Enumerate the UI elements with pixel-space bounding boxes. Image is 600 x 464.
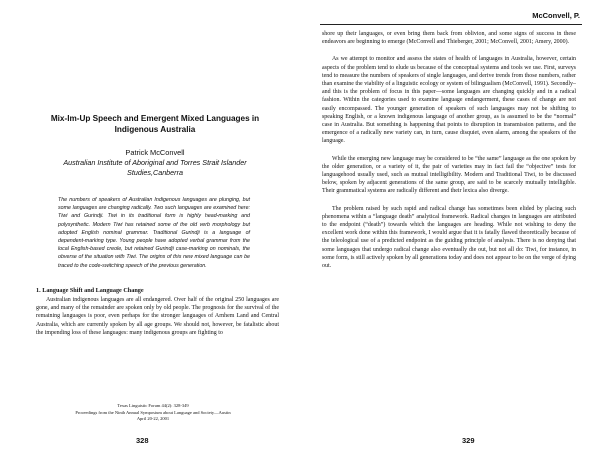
author-name: Patrick McConvell: [125, 148, 185, 157]
right-paragraph-2: As we attempt to monitor and assess the states of health of languages in Australia, however, certain aspects of the problem tend to elude us because of the conceptual systems and tools we use. First, surveys tend to measure the numbers of speakers of single languages, and derive trends from those numbers, rather than examine the viability of a linguistic ecology or system of bilingualism (McConvell, 1991). Secondly–and this is the problem of focus in this paper—some languages are changing quickly and in a radical fashion. Within the categories used to examine language endangerment, these cases of change are not easily encompassed. The younger generation of speakers of such languages may not be shifting to speaking English, or a known indigenous language of another group, as is assumed to be the “normal” case in Australia. But something is happening that points to disruption in transmission patterns, and the emergence of a radically new variety can, in turn, cause disquiet, even alarm, among the speakers of the language.: [322, 56, 576, 145]
right-body-text: [322, 30, 576, 270]
section-heading: 1. Language Shift and Language Change: [36, 287, 144, 294]
header-rule: [320, 24, 582, 25]
paper-title: Mix-Im-Up Speech and Emergent Mixed Languages in Indigenous Australia: [50, 114, 260, 134]
footnote-line-1: Texas Linguistic Forum 44(2): 328-349: [117, 403, 189, 408]
right-paragraph-4: The problem raised by such rapid and radical change has sometimes been elided by placing such phenomena within a “language death” analytical framework. Radical changes in languages are attributed to the endpoint (“death”) towards which the languages are heading. While not wishing to deny the excellent work done within this framework, I would argue that it is fatally flawed theoretically because of the teleological use of a predicted endpoint as the guiding principle of analysis. There is no denying that some languages that undergo radical change also eventually die out, but not all do: Tiwi, for instance, in some form, is still actively spoken by all generations today and does not appear to be on the verge of dying out.: [322, 205, 576, 270]
publication-footnote: [28, 403, 278, 423]
footnote-line-2: Proceedings from the Ninth Annual Symposium about Language and Society—Austin: [75, 409, 231, 415]
left-body-text: [36, 296, 279, 337]
right-page-number: 329: [462, 436, 475, 445]
running-head: McConvell, P.: [532, 11, 580, 20]
author-affiliation: Australian Institute of Aboriginal and Torres Strait Islander Studies,Canberra: [63, 158, 247, 177]
left-page-number: 328: [136, 436, 149, 445]
abstract: The numbers of speakers of Australian Indigenous languages are plunging, but some languages are changing radically. Two such languages are examined here: Tiwi and Gurindji. Tiwi in its traditional form is highly head-marking and polysynthetic. Modern Tiwi has retained some of the old verb morphology but adopted English nominal grammar. Traditional Gurindji is a language of dependent-marking type. Young people have adopted verbal grammar from the local English-based creole, but retained Gurindji case-marking on nominals, the obverse of the situation with Tiwi. The origins of this new mixed language can be traced to the code-switching speech of the previous generation.: [58, 197, 250, 269]
right-page: [300, 0, 600, 464]
footnote-line-3: April 20-22, 2001: [136, 416, 170, 422]
right-paragraph-1: shore up their languages, or even bring them back from oblivion, and some signs of success in these endeavors are beginning to emerge (McConvell and Thieberger, 2001; McConvell, 2001; Amery, 2000).: [322, 31, 576, 46]
left-body-paragraph: Australian indigenous languages are all endangered. Over half of the original 250 languages are gone, and many of the remainder are spoken only by old people. The prognosis for the survival of the remaining languages is poor, even perhaps for the stronger languages of Arnhem Land and Central Australia, which are currently spoken by all age groups. We should not, however, be fatalistic about the impending loss of these languages: many indigenous groups are fighting to: [36, 297, 279, 336]
right-paragraph-3: While the emerging new language may be considered to be “the same” language as the one spoken by the older generation, or a variety of it, the pair of varieties may in fact fail the “objective” tests for languagehood usually used, such as mutual intelligibility. Modern and Traditional Tiwi, to be discussed below, spoken by adjacent generations of the same group, are said to be scarcely mutually intelligible. Their grammatical systems are radically different and their lexica also diverge.: [322, 155, 576, 195]
